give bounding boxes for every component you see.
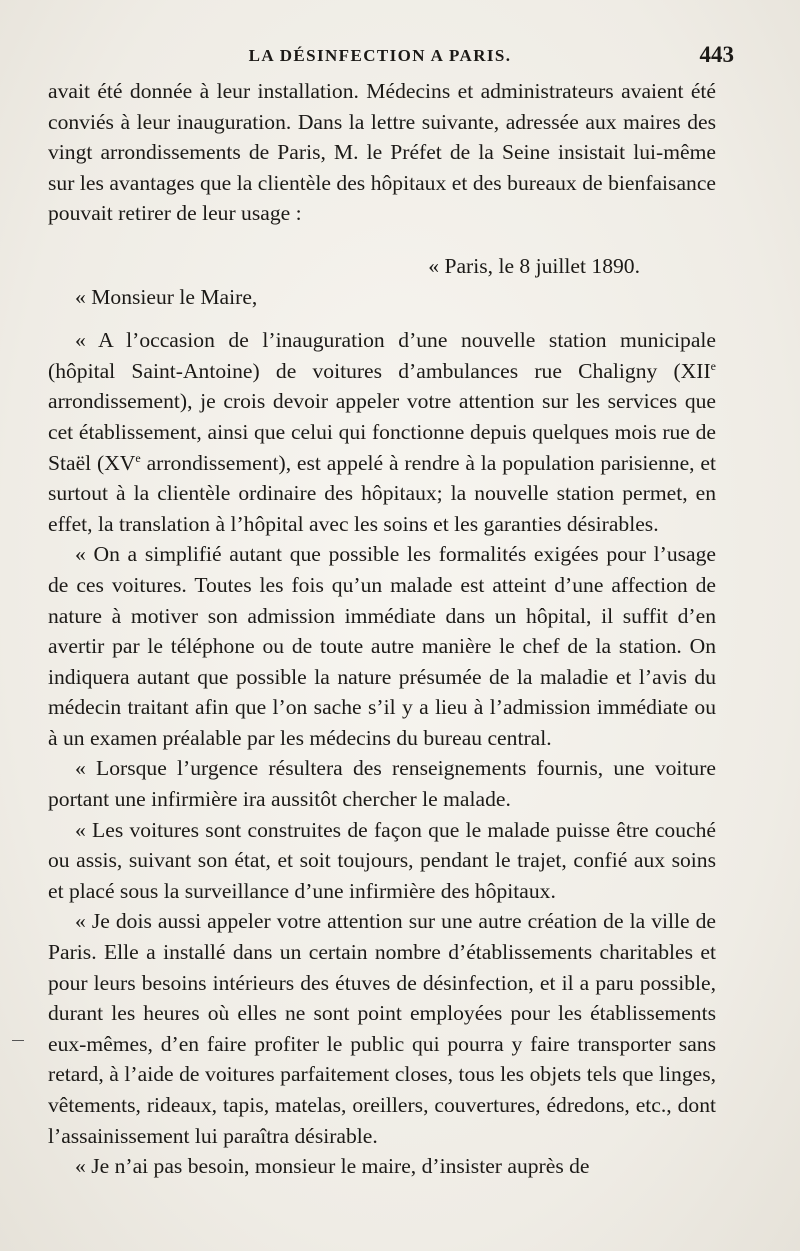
letter-paragraph-4: « Les voitures sont construites de façon que le malade puisse être couché ou assis, suivant son état, et soit toujours, pendant le trajet, confié aux soins et placé sous la surveillance d’une infirmière des hôpitaux.: [48, 817, 716, 903]
ordinal-superscript: e: [710, 358, 716, 373]
letter-paragraph-5: « Je dois aussi appeler votre attention sur une autre création de la ville de Paris. Elle a installé dans un certain nombre d’établissements charitables et pour leurs besoins intérieurs des étuves de désinfection, et il a paru possible, durant les heures où elles ne sont point employées pour les établissements eux-mêmes, d’en faire profiter le public qui pourra y faire transporter sans retard, à l’aide de voitures parfaitement closes, tous les objets tels que linges, vêtements, rideaux, tapis, matelas, oreillers, couvertures, édredons, etc., dont l’assainissement lui paraîtra désirable.: [48, 909, 716, 1148]
margin-mark: [12, 1040, 24, 1041]
letter-salutation: « Monsieur le Maire,: [75, 284, 258, 309]
letter-date-line: « Paris, le 8 juillet 1890.: [428, 253, 640, 278]
running-head: [48, 42, 734, 70]
letter-paragraph-1: [48, 325, 716, 539]
running-title: LA DÉSINFECTION A PARIS.: [248, 46, 512, 65]
letter-paragraph-6: « Je n’ai pas besoin, monsieur le maire, d’insister auprès de: [75, 1154, 590, 1179]
page-number: 443: [699, 42, 734, 67]
letter-paragraph-2: « On a simplifié autant que possible les formalités exigées pour l’usage de ces voitures. Toutes les fois qu’un malade est atteint d’une affection de nature à motiver son admission immédiate dans un hôpital, il suffit d’en avertir par le téléphone ou de toute autre manière le chef de la station. On indiquera autant que possible la nature présumée de la maladie et l’avis du médecin traitant afin que l’on sache s’il y a lieu à l’admission immédiate ou à un examen préalable par les médecins du bureau central.: [48, 542, 716, 750]
ordinal-superscript: e: [135, 450, 141, 465]
letter-paragraph-1-part-a: « A l’occasion de l’inauguration d’une nouvelle station municipale (hôpital Saint-Antoine) de voitures d’ambulances rue Chaligny (XII: [48, 328, 716, 383]
letter-paragraph-1-part-b: arrondissement), je crois devoir appeler votre attention sur les services que cet établissement, ainsi que celui qui fonctionne depuis quelques mois rue de Staël (XV: [48, 389, 716, 475]
text-block: [48, 76, 716, 1182]
intro-paragraph: avait été donnée à leur installation. Médecins et administrateurs avaient été conviés à leur inauguration. Dans la lettre suivante, adressée aux maires des vingt arrondissements de Paris, M. le Préfet de la Seine insistait lui-même sur les avantages que la clientèle des hôpitaux et des bureaux de bienfaisance pouvait retirer de leur usage :: [48, 79, 716, 226]
letter-paragraph-1-part-c: arrondissement), est appelé à rendre à la population parisienne, et surtout à la clientèle ordinaire des hôpitaux; la nouvelle station permet, en effet, la translation à l’hôpital avec les soins et les garanties désirables.: [48, 450, 716, 536]
letter-paragraph-3: « Lorsque l’urgence résultera des renseignements fournis, une voiture portant une infirmière ira aussitôt chercher le malade.: [48, 756, 716, 812]
